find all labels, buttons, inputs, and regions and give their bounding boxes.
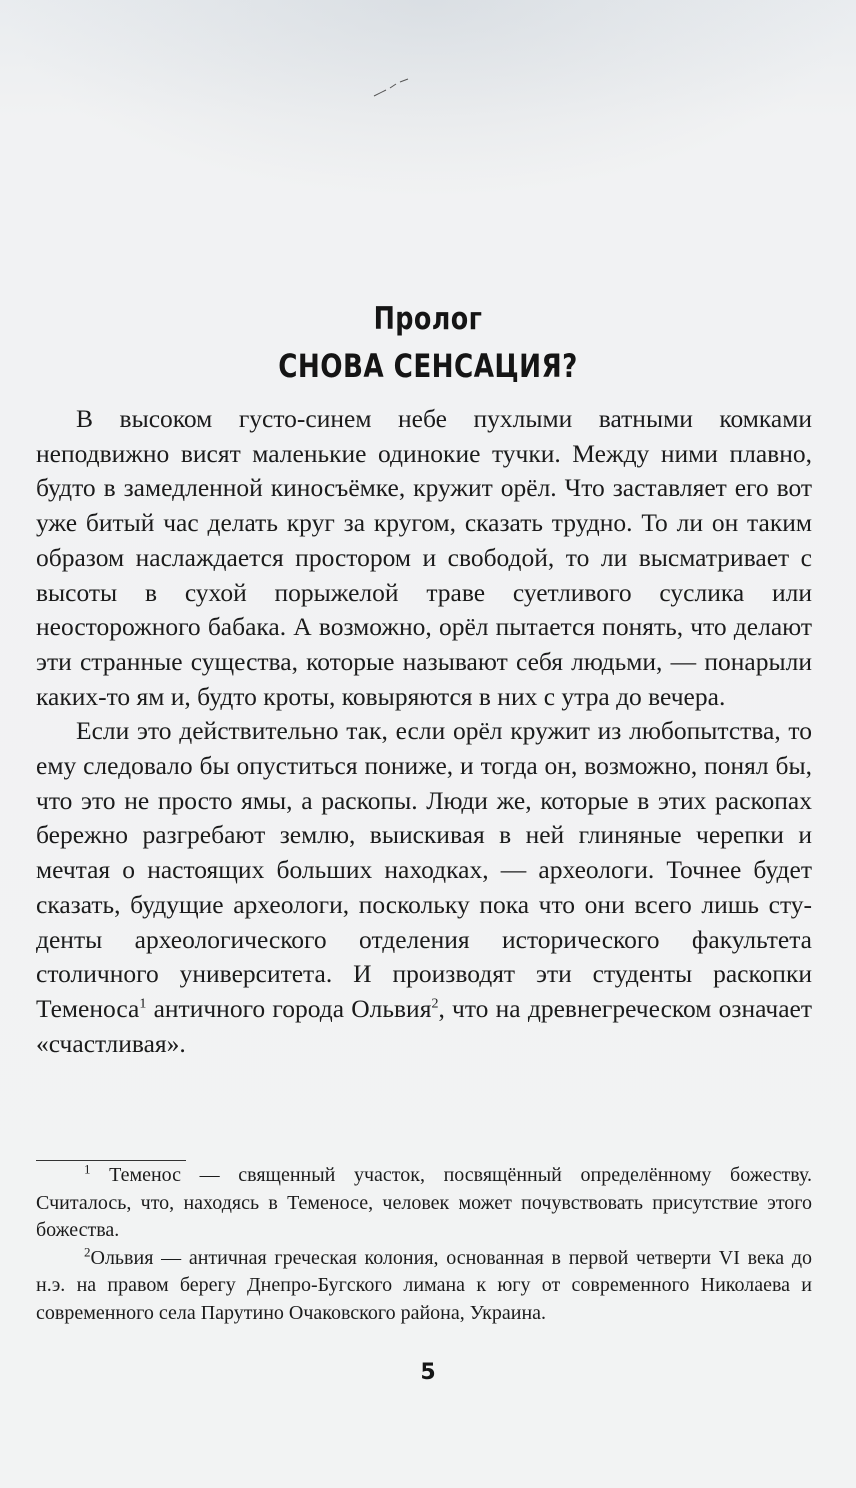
paragraph-1 — [36, 402, 812, 714]
footnotes — [36, 1162, 812, 1327]
chapter-title: СНОВА СЕНСАЦИЯ? — [278, 347, 578, 385]
footnote-1-number: 1 — [84, 1161, 91, 1177]
body-text — [36, 402, 812, 1061]
chapter-label: Пролог — [373, 301, 483, 337]
paragraph-2-text-b: античного города Ольвия — [146, 993, 432, 1023]
page-number: 5 — [420, 1360, 436, 1385]
footnote-1 — [36, 1162, 812, 1245]
footnote-2-number: 2 — [84, 1243, 91, 1259]
paragraph-2-text-a: Если это действительно так, если орёл кружит из любопытства, то ему следовало бы опуститься пониже, и тогда он, возможно, понял бы, что это не просто ямы, а раскопы. Люди же, которые в этих раскопах бережно разгребают землю, выискивая в ней глиняные черепки и мечтая о настоящих больших находках, — археологи. Точнее будет сказать, будущие археологи, поскольку пока что они всего лишь студенты археологического отделения исторического факультета столичного университета. И производят эти студенты раскопки Теменоса — [36, 716, 812, 1023]
footnote-ref-1[interactable]: 1 — [139, 996, 147, 1012]
footnote-2 — [36, 1245, 812, 1328]
paragraph-2 — [36, 714, 812, 1061]
footnote-divider — [36, 1160, 186, 1161]
footnote-1-text: Теменос — священный участок, посвящённый определённому божеству. Считалось, что, находясь в Теменосе, человек может почувствовать присутствие этого божества. — [36, 1164, 812, 1241]
paragraph-1-text: В высоком густо-синем небе пухлыми ватными комками неподвижно висят маленькие одинокие тучки. Между ними плавно, будто в замедленной киносъёмке, кружит орёл. Что заставляет его вот уже битый час делать круг за кругом, сказать трудно. То ли он таким образом наслаждается простором и свободой, то ли высматривает с высоты в сухой порыжелой траве суетливого суслика или неосторожного бабака. А возможно, орёл пытается понять, что делают эти странные существа, которые называют себя людьми, — понарыли каких-то ям и, будто кроты, ковыряются в них с утра до вечера. — [36, 404, 812, 711]
paper-shadow — [0, 0, 856, 200]
pencil-mark — [372, 78, 412, 98]
chapter-heading — [0, 298, 856, 388]
paragraph-2-text-c: , что на древнегреческом означает «счастливая». — [36, 993, 812, 1058]
footnote-ref-2[interactable]: 2 — [431, 996, 439, 1012]
footnote-2-text: Ольвия — античная греческая колония, основанная в первой четверти VI века до н.э. на правом берегу Днепро-Бугского лимана к югу от современного Николаева и современного села Парутино Очаковского района, Украина. — [36, 1246, 812, 1324]
